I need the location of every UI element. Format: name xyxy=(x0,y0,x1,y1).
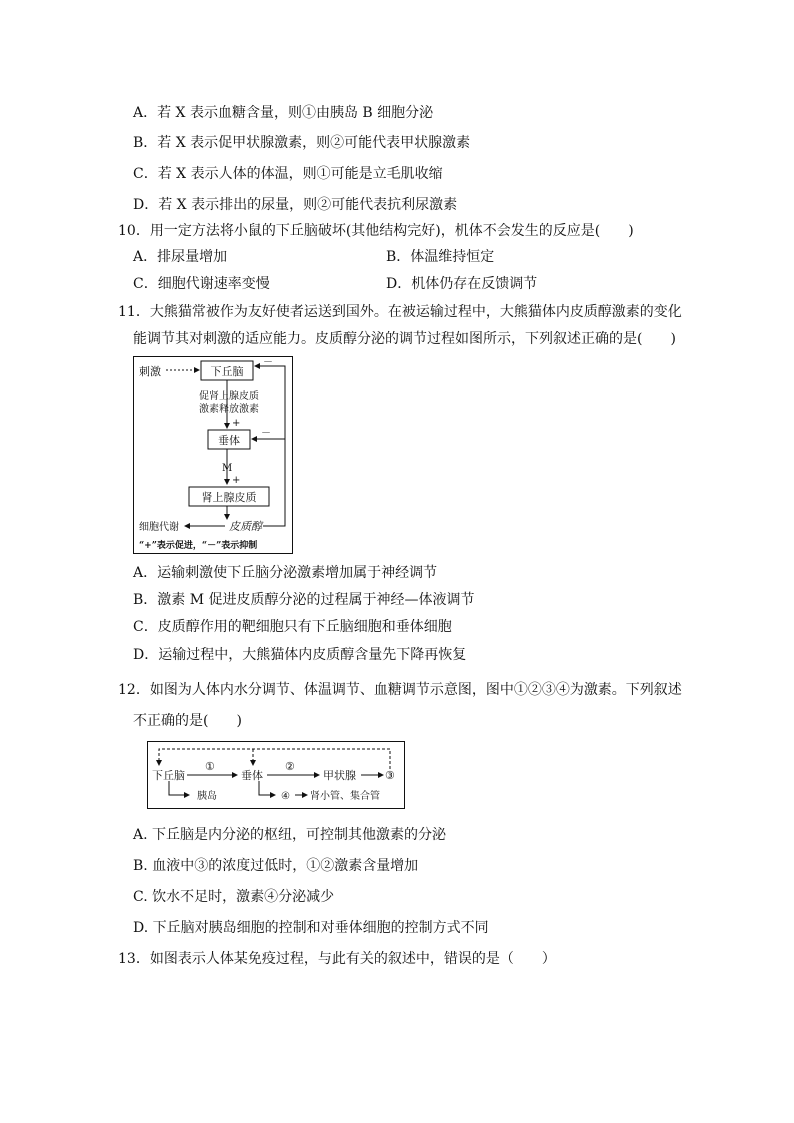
q10-stem: 10．用一定方法将小鼠的下丘脑破坏(其他结构完好)，机体不会发生的反应是( ) xyxy=(118,223,634,239)
cortisol-label: 皮质醇 xyxy=(229,520,262,533)
q13-stem: 13．如图表示人体某免疫过程，与此有关的叙述中，错误的是（ ） xyxy=(118,951,556,967)
q11-option-a: A．运输刺激使下丘脑分泌激素增加属于神经调节 xyxy=(133,565,438,581)
q11-cortisol-diagram xyxy=(133,356,293,554)
adrenal-cortex-label: 肾上腺皮质 xyxy=(201,491,257,504)
hormone-2-label: ② xyxy=(285,760,295,773)
crh-label-line2: 激素释放激素 xyxy=(199,404,259,415)
kidney-tubule-label: 肾小管、集合管 xyxy=(310,791,380,802)
q12-stem-line2: 不正确的是( ) xyxy=(133,713,242,729)
feedback-to-hypothalamus xyxy=(159,749,390,769)
hypothalamus-label: 下丘脑 xyxy=(210,365,244,378)
q12-option-c: C. 饮水不足时，激素④分泌减少 xyxy=(133,889,335,905)
q9-option-a: A．若 X 表示血糖含量，则①由胰岛 B 细胞分泌 xyxy=(133,105,434,121)
q11-option-b: B．激素 M 促进皮质醇分泌的过程属于神经—体液调节 xyxy=(133,592,475,608)
minus-sign-1: － xyxy=(263,357,273,368)
q12-stem-line1: 12．如图为人体内水分调节、体温调节、血糖调节示意图，图中①②③④为激素。下列叙述 xyxy=(118,682,682,698)
plus-sign-1: + xyxy=(232,418,241,429)
q9-option-c: C．若 X 表示人体的体温，则①可能是立毛肌收缩 xyxy=(133,166,443,182)
thyroid-label: 甲状腺 xyxy=(323,769,356,782)
q11-option-d: D．运输过程中，大熊猫体内皮质醇含量先下降再恢复 xyxy=(133,647,467,663)
stimulus-label: 刺激 xyxy=(139,365,161,378)
q10-option-b: B．体温维持恒定 xyxy=(386,249,495,265)
islet-label: 胰岛 xyxy=(197,791,217,802)
cell-metabolism-label: 细胞代谢 xyxy=(139,522,179,533)
q11-option-c: C．皮质醇作用的靶细胞只有下丘脑细胞和垂体细胞 xyxy=(133,619,452,635)
q12-option-a: A. 下丘脑是内分泌的枢纽，可控制其他激素的分泌 xyxy=(133,827,447,843)
q10-option-d: D．机体仍存在反馈调节 xyxy=(386,276,538,292)
hormone-4-label: ④ xyxy=(281,791,290,802)
q12-option-b: B. 血液中③的浓度过低时，①②激素含量增加 xyxy=(133,858,419,874)
diagram-legend: “+”表示促进，“－”表示抑制 xyxy=(139,541,258,551)
feedback-to-hypothalamus xyxy=(255,366,285,526)
hypothalamus-label: 下丘脑 xyxy=(152,769,185,782)
minus-sign-2: － xyxy=(261,428,271,439)
q9-option-b: B．若 X 表示促甲状腺激素，则②可能代表甲状腺激素 xyxy=(133,135,471,151)
m-label: M xyxy=(222,463,233,474)
hormone-3-label: ③ xyxy=(385,769,395,782)
q12-option-d: D. 下丘脑对胰岛细胞的控制和对垂体细胞的控制方式不同 xyxy=(133,920,489,936)
q10-option-a: A．排尿量增加 xyxy=(133,249,228,265)
hormone-1-label: ① xyxy=(205,760,215,773)
q10-option-c: C．细胞代谢速率变慢 xyxy=(133,276,270,292)
plus-sign-2: + xyxy=(232,475,241,486)
q11-stem-line1: 11．大熊猫常被作为友好使者运送到国外。在被运输过程中，大熊猫体内皮质醇激素的变化 xyxy=(118,304,682,320)
arrow-to-hormone-4 xyxy=(259,781,275,795)
pituitary-label: 垂体 xyxy=(218,434,240,447)
crh-label-line1: 促肾上腺皮质 xyxy=(199,391,259,402)
q12-regulation-diagram xyxy=(147,741,405,809)
q9-option-d: D．若 X 表示排出的尿量，则②可能代表抗利尿激素 xyxy=(133,197,458,213)
arrow-to-islet xyxy=(169,781,189,795)
pituitary-label: 垂体 xyxy=(241,769,263,782)
q11-stem-line2: 能调节其对刺激的适应能力。皮质醇分泌的调节过程如图所示，下列叙述正确的是( ) xyxy=(133,331,676,347)
